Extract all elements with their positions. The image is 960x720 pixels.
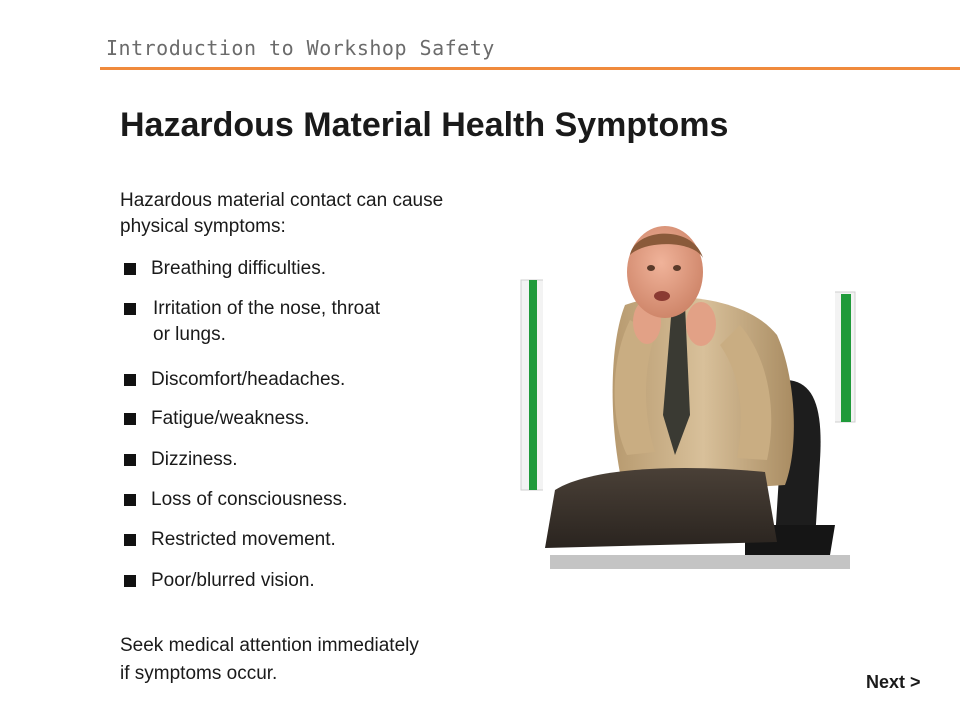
list-item bbox=[120, 406, 309, 432]
list-item bbox=[120, 487, 347, 513]
list-item bbox=[120, 367, 345, 393]
bullet-square-icon bbox=[124, 413, 136, 425]
header-divider bbox=[100, 67, 960, 70]
bullet-square-icon bbox=[124, 303, 136, 315]
list-item bbox=[120, 527, 336, 553]
intro-line-1: Hazardous material contact can cause bbox=[120, 190, 444, 211]
bullet-square-icon bbox=[124, 534, 136, 546]
closing-note bbox=[120, 632, 540, 688]
person-eye-left bbox=[647, 265, 655, 271]
list-item-text bbox=[153, 296, 380, 348]
list-item-text: Poor/blurred vision. bbox=[151, 570, 315, 591]
list-item-line-2: or lungs. bbox=[153, 324, 226, 345]
person-right-hand bbox=[686, 302, 716, 346]
closing-line-1: Seek medical attention immediately bbox=[120, 635, 419, 656]
bullet-square-icon bbox=[124, 494, 136, 506]
person-mouth bbox=[654, 291, 670, 301]
page-title: Hazardous Material Health Symptoms bbox=[120, 106, 729, 144]
list-item-text: Breathing difficulties. bbox=[151, 258, 326, 279]
bullet-square-icon bbox=[124, 374, 136, 386]
intro-line-2: physical symptoms: bbox=[120, 216, 286, 237]
list-item bbox=[120, 256, 326, 282]
list-item-line-1: Irritation of the nose, throat bbox=[153, 298, 381, 319]
bullet-square-icon bbox=[124, 263, 136, 275]
list-item-text: Loss of consciousness. bbox=[151, 489, 348, 510]
sign-right-band bbox=[841, 294, 851, 422]
sign-left-band bbox=[529, 280, 537, 490]
frame-shadow bbox=[550, 555, 850, 569]
bullet-square-icon bbox=[124, 454, 136, 466]
course-title: Introduction to Workshop Safety bbox=[106, 36, 495, 60]
list-item-text: Discomfort/headaches. bbox=[151, 369, 346, 390]
person-eye-right bbox=[673, 265, 681, 271]
list-item-text: Fatigue/weakness. bbox=[151, 408, 310, 429]
list-item bbox=[120, 568, 315, 594]
list-item-text: Dizziness. bbox=[151, 449, 238, 470]
closing-line-2: if symptoms occur. bbox=[120, 663, 278, 684]
symptom-photo bbox=[515, 210, 860, 580]
intro-text bbox=[120, 188, 550, 240]
list-item-text: Restricted movement. bbox=[151, 529, 336, 550]
bullet-square-icon bbox=[124, 575, 136, 587]
list-item bbox=[120, 447, 238, 473]
next-button[interactable]: Next > bbox=[866, 672, 921, 692]
list-item bbox=[120, 296, 380, 348]
person-legs bbox=[545, 468, 777, 548]
